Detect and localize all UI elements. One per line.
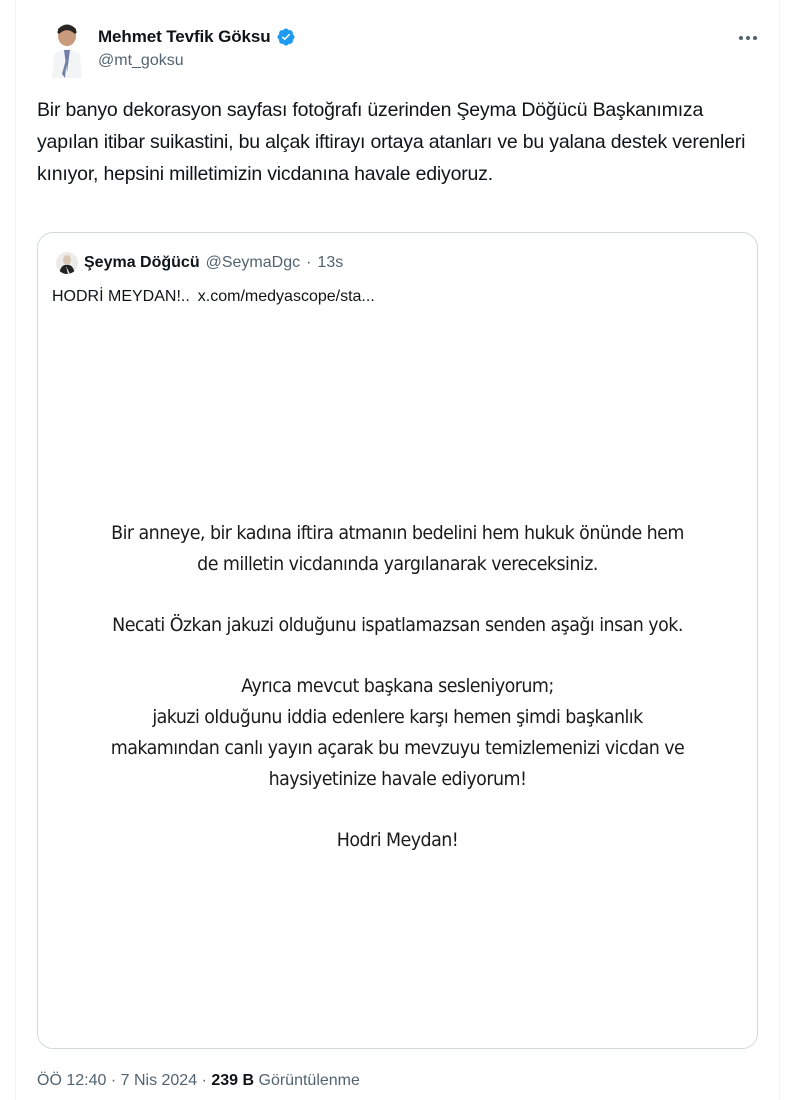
quoted-display-name: Şeyma Döğücü — [84, 254, 200, 271]
statement-line: de milletin vicdanında yargılanarak vereceksiniz. — [197, 553, 598, 575]
profile-photo-icon — [56, 252, 78, 274]
more-dot-icon — [739, 36, 743, 40]
quoted-timestamp: 13s — [317, 254, 344, 271]
quoted-link[interactable]: x.com/medyascope/sta... — [197, 288, 375, 305]
statement-line: Necati Özkan jakuzi olduğunu ispatlamazsan senden aşağı insan yok. — [112, 614, 683, 636]
statement-line: haysiyetinize havale ediyorum! — [268, 768, 527, 790]
statement-text — [67, 518, 728, 886]
separator-dot: · — [306, 254, 312, 271]
tweet-meta — [37, 1072, 360, 1090]
more-options-button[interactable] — [734, 28, 762, 48]
quoted-handle: @SeymaDgc — [205, 254, 301, 271]
author-display-name[interactable]: Mehmet Tevfik Göksu — [98, 27, 271, 46]
author-handle[interactable]: @mt_goksu — [98, 52, 184, 69]
separator-dot: · — [201, 1072, 207, 1089]
author-avatar[interactable] — [48, 22, 88, 78]
quoted-image[interactable] — [38, 323, 757, 1049]
statement-line: makamından canlı yayın açarak bu mevzuyu temizlemenizi vicdan ve — [110, 737, 685, 759]
views-label: Görüntülenme — [258, 1072, 360, 1089]
verified-badge-icon — [276, 27, 296, 47]
views-count: 239 B — [211, 1072, 255, 1089]
quoted-tweet-card[interactable] — [37, 232, 758, 1049]
more-dot-icon — [753, 36, 757, 40]
statement-closing: Hodri Meydan! — [336, 829, 459, 851]
tweet-text: Bir banyo dekorasyon sayfası fotoğrafı üzerinden Şeyma Döğücü Başkanımıza yapılan itibar suikastini, bu alçak iftirayı ortaya atanları ve bu yalana destek verenleri kınıyor, hepsini milletimizin vicdanına havale ediyoruz. — [37, 99, 746, 185]
quoted-tweet-header — [56, 252, 343, 274]
statement-line: Bir anneye, bir kadına iftira atmanın bedelini hem hukuk önünde hem — [111, 522, 684, 544]
separator-dot: · — [110, 1072, 117, 1089]
author-name-row — [98, 27, 296, 47]
more-dot-icon — [746, 36, 750, 40]
quoted-text: HODRİ MEYDAN!.. — [52, 288, 190, 305]
statement-line: jakuzi olduğunu iddia edenlere karşı hemen şimdi başkanlık — [152, 706, 643, 728]
statement-line: Ayrıca mevcut başkana sesleniyorum; — [241, 675, 554, 697]
tweet-date[interactable]: 7 Nis 2024 — [120, 1072, 198, 1089]
quoted-tweet-text — [52, 288, 375, 306]
tweet-time[interactable]: ÖÖ 12:40 — [37, 1072, 107, 1089]
quoted-author-avatar — [56, 252, 78, 274]
profile-photo-icon — [48, 22, 88, 78]
